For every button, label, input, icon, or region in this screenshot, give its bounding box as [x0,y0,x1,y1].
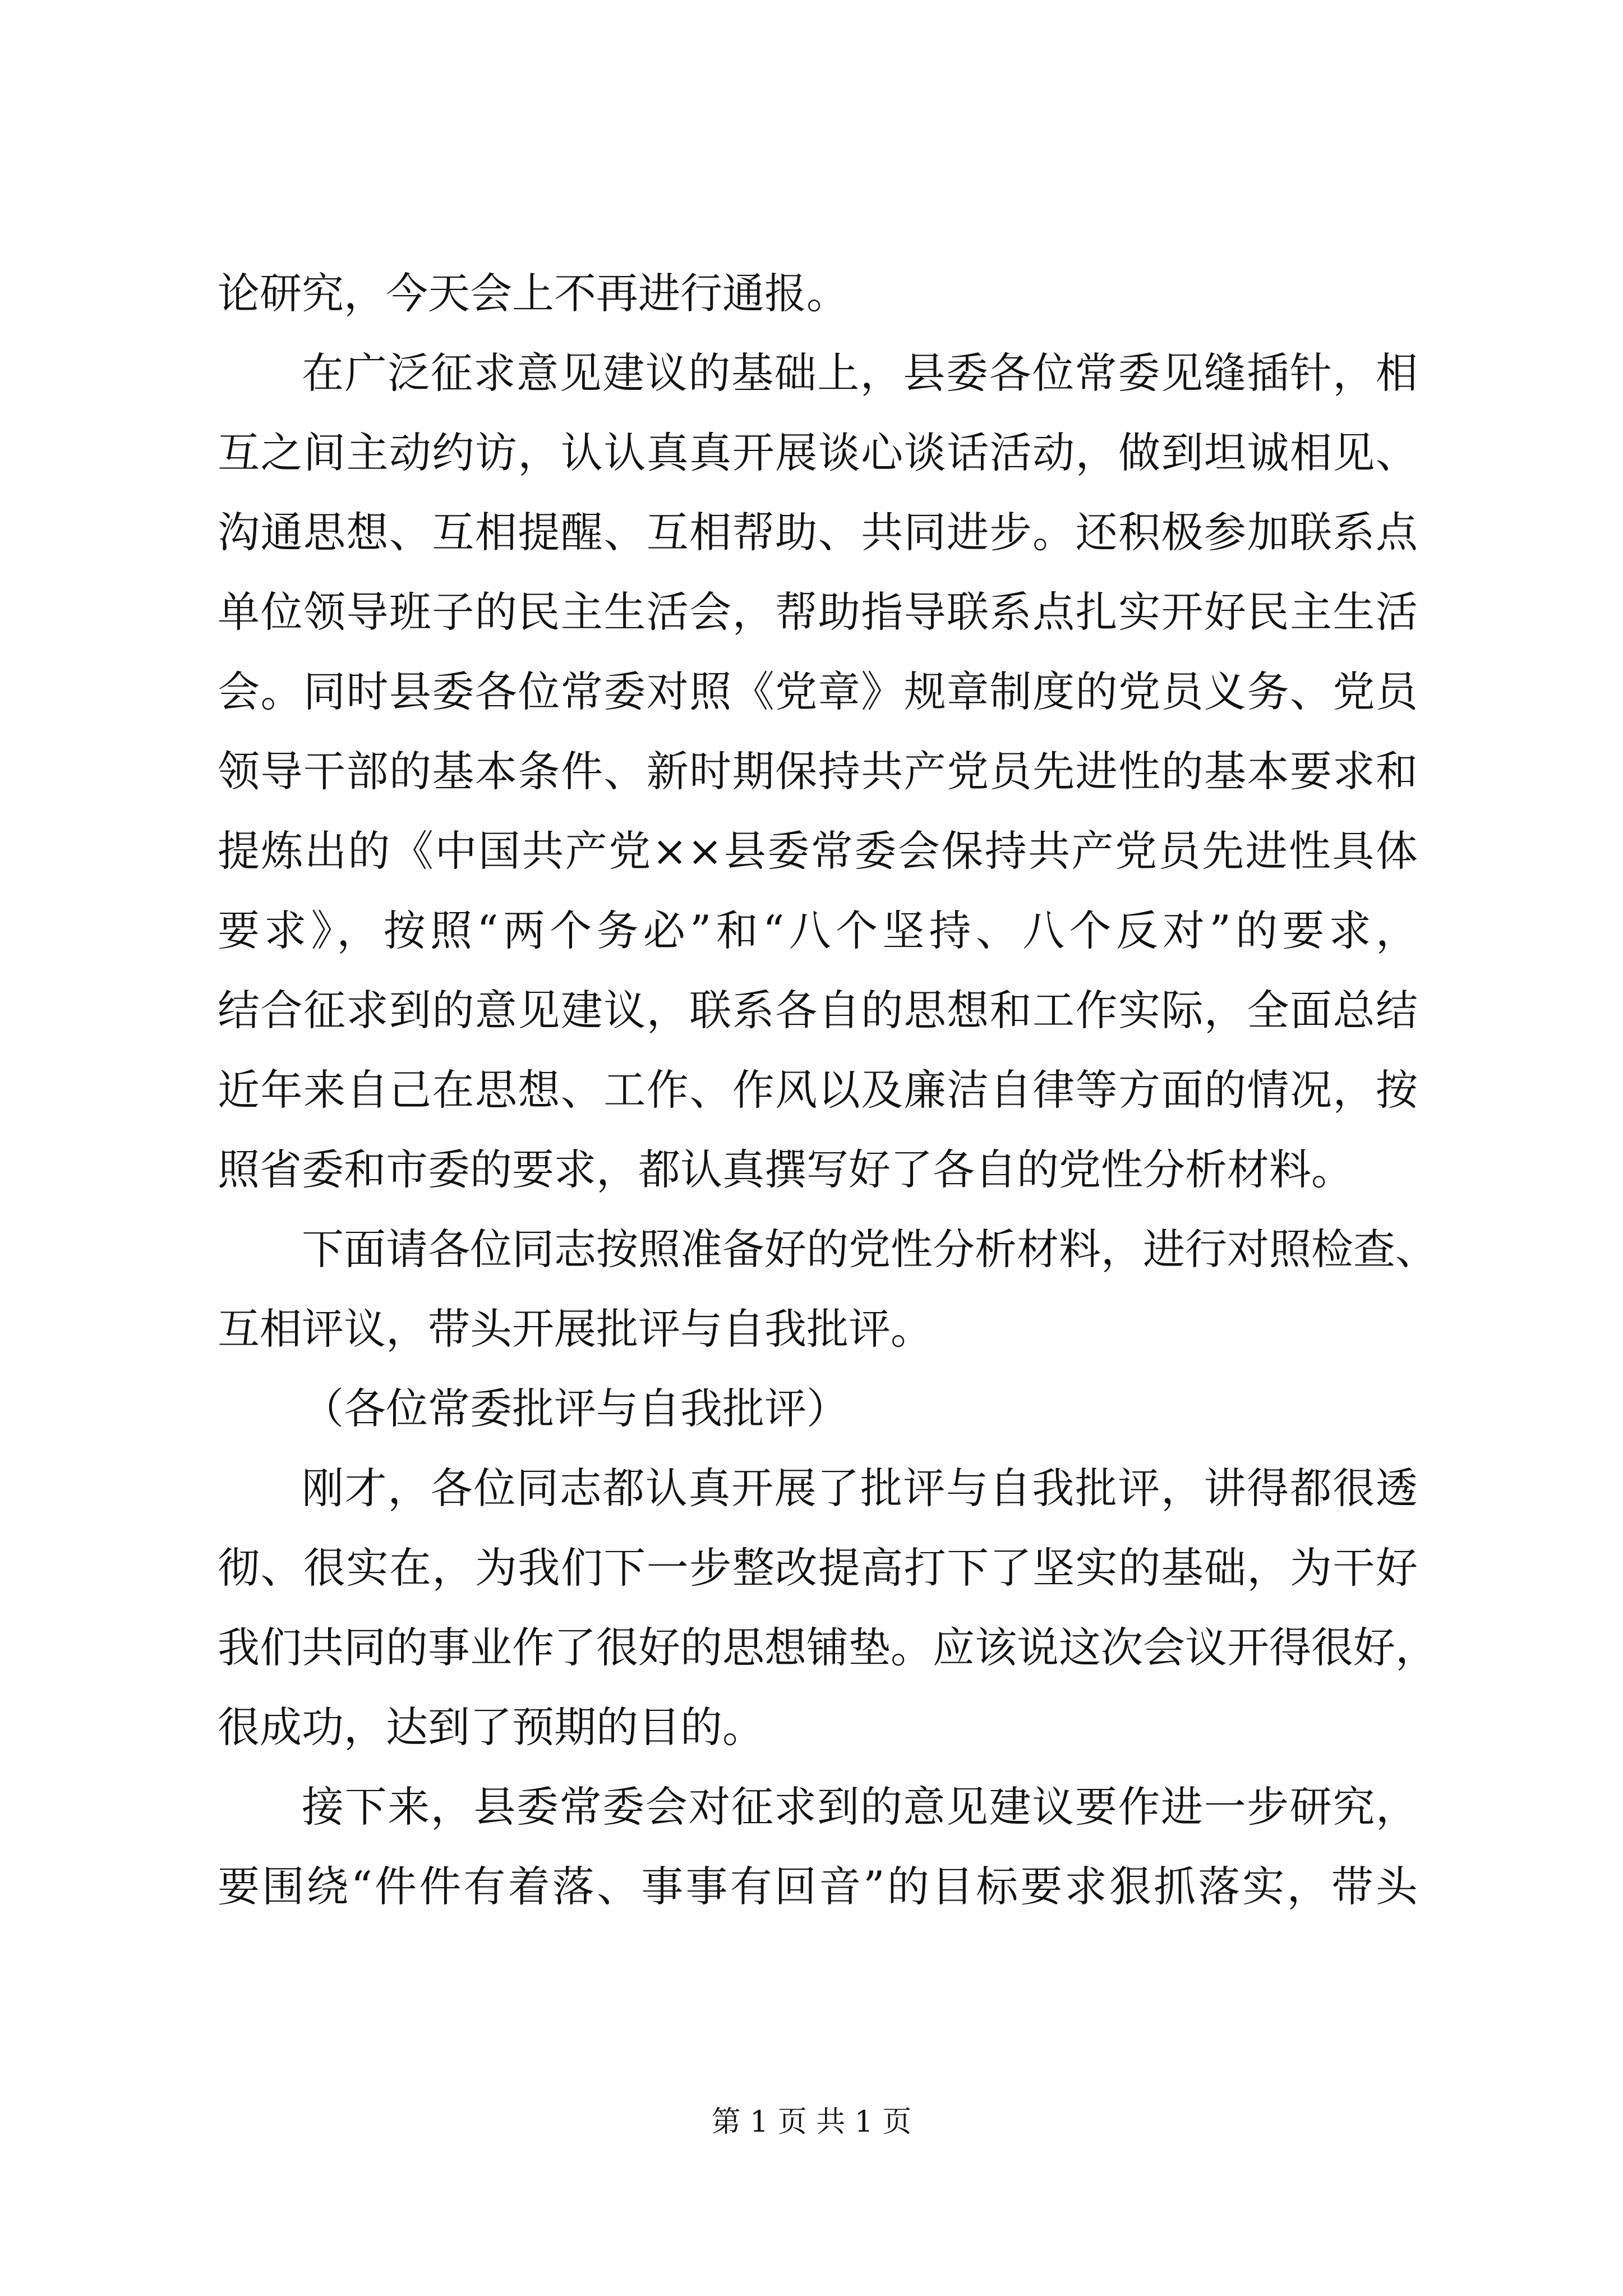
text-line: 刚才，各位同志都认真开展了批评与自我批评，讲得都很透 [302,1464,1418,1513]
text-line: 提炼出的《中国共产党××县委常委会保持共产党员先进性具体 [218,826,1418,876]
text-line: 很成功，达到了预期的目的。 [218,1703,765,1752]
text-line: 照省委和市委的要求，都认真撰写好了各自的党性分析材料。 [218,1145,1354,1194]
text-line: 要围绕“件件有着落、事事有回音”的目标要求狠抓落实，带头 [218,1862,1418,1911]
text-line: 结合征求到的意见建议，联系各自的思想和工作实际，全面总结 [218,986,1418,1035]
text-line: 领导干部的基本条件、新时期保持共产党员先进性的基本要求和 [218,747,1418,796]
text-line: 下面请各位同志按照准备好的党性分析材料，进行对照检查、 [302,1225,1438,1274]
document-body [218,254,1438,1926]
text-line: 会。同时县委各位常委对照《党章》规章制度的党员义务、党员 [218,667,1418,716]
text-line: （各位常委批评与自我批评） [302,1384,849,1433]
text-line: 我们共同的事业作了很好的思想铺垫。应该说这次会议开得很好， [218,1623,1438,1672]
text-line: 接下来，县委常委会对征求到的意见建议要作进一步研究， [302,1782,1418,1832]
text-line: 近年来自己在思想、工作、作风以及廉洁自律等方面的情况，按 [218,1065,1418,1115]
text-line: 在广泛征求意见建议的基础上，县委各位常委见缝插针，相 [302,348,1418,398]
text-line: 沟通思想、互相提醒、互相帮助、共同进步。还积极参加联系点 [218,508,1418,557]
text-line: 单位领导班子的民主生活会，帮助指导联系点扎实开好民主生活 [218,587,1418,637]
page-footer: 第 1 页 共 1 页 [711,2105,912,2139]
text-line: 互之间主动约访，认认真真开展谈心谈话活动，做到坦诚相见、 [218,428,1418,477]
text-line: 彻、很实在，为我们下一步整改提高打下了坚实的基础，为干好 [218,1543,1418,1593]
text-line: 要求》，按照“两个务必”和“八个坚持、八个反对”的要求， [218,906,1418,955]
text-line: 论研究，今天会上不再进行通报。 [218,269,849,318]
text-line: 互相评议，带头开展批评与自我批评。 [218,1304,933,1354]
